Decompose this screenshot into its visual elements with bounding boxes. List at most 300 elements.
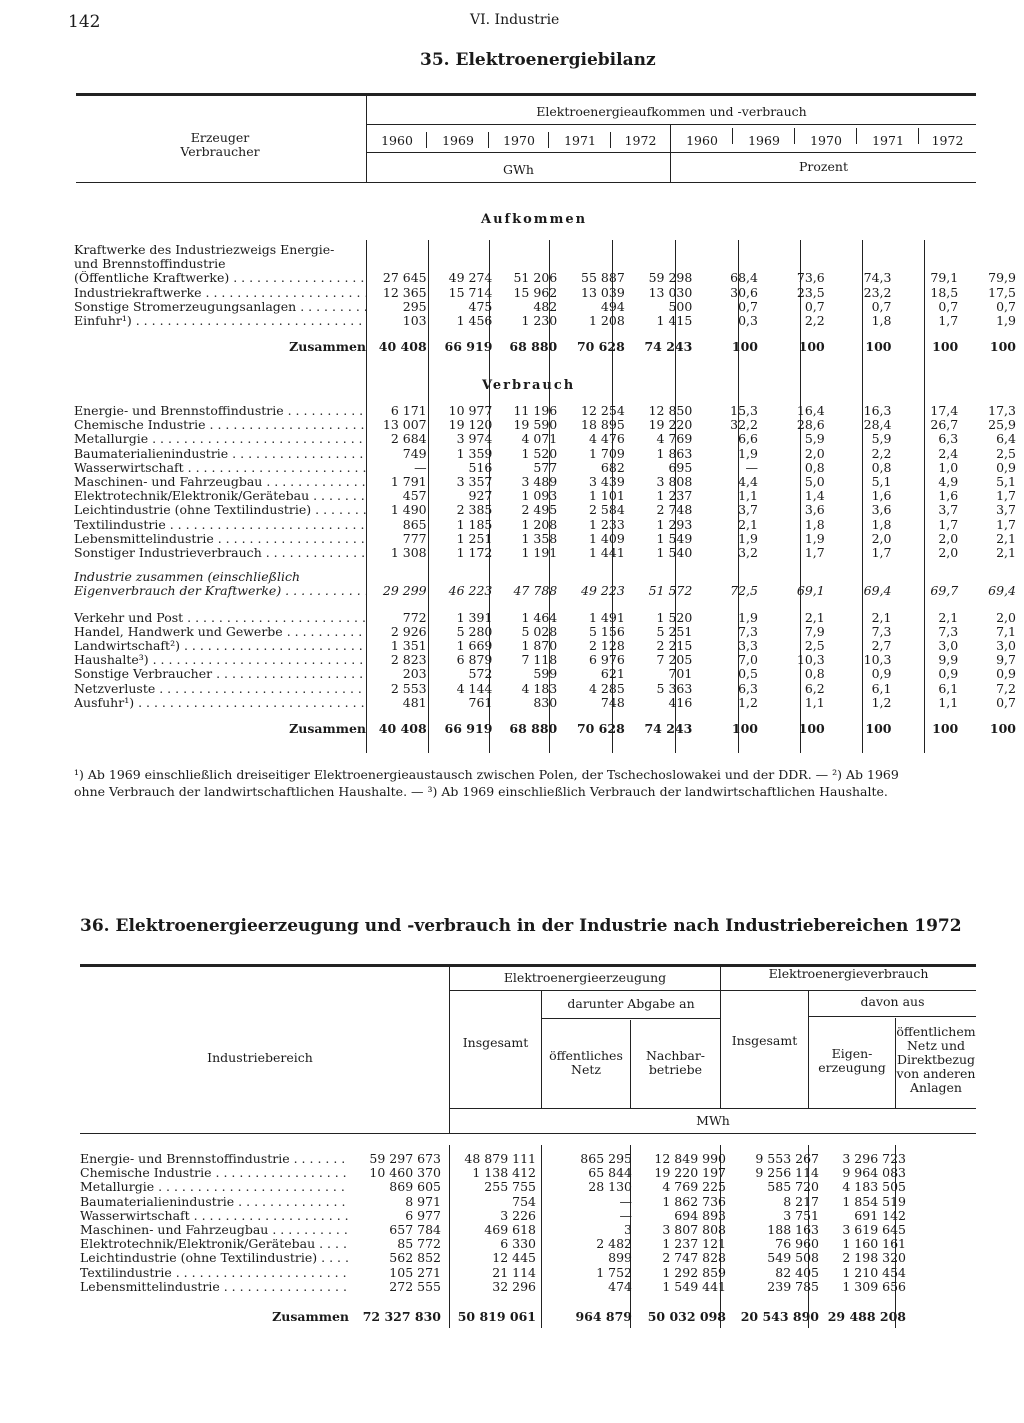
t36-header-direkt-4: von anderen	[896, 1066, 976, 1081]
cell-value: 2,0	[938, 545, 959, 561]
row-label: Chemische Industrie . . .	[80, 1166, 349, 1180]
cell-value: 1 358	[521, 530, 558, 546]
table-row	[80, 1266, 912, 1280]
cell-value	[433, 243, 499, 257]
cell-value: 5,0	[804, 474, 825, 490]
cell-value: 239 785	[767, 1278, 819, 1294]
cell-value: 754	[512, 1193, 536, 1209]
table-row	[80, 1152, 912, 1166]
footnote-line-2: ohne Verbrauch der landwirtschaftlichen Haushalte. — ³) Ab 1969 einschließlich Verbrauch der landwirtschaftlichen Haushalte.	[74, 784, 888, 799]
cell-value: 2 926	[390, 623, 427, 639]
table-row	[80, 1223, 912, 1237]
table-row	[74, 682, 1024, 696]
cell-value: 3,0	[938, 638, 959, 654]
cell-value: 4 183 505	[842, 1179, 906, 1195]
cell-value: 1 854 519	[842, 1193, 906, 1209]
t36-header-davon: davon aus	[860, 994, 925, 1009]
cell-value: 100	[932, 720, 959, 736]
table-row	[80, 1180, 912, 1194]
cell-value: 549 508	[767, 1250, 819, 1266]
cell-value: 3,7	[738, 502, 758, 518]
cell-value: 1 191	[521, 545, 558, 561]
cell-value: 865	[402, 516, 427, 532]
cell-value	[366, 257, 433, 271]
row-label: Lebensmittelindustrie . . .	[74, 532, 366, 546]
row-label: Elektrotechnik/Elektronik/Gerätebau . . .	[80, 1237, 349, 1251]
cell-value: 474	[608, 1278, 632, 1294]
cell-value: 657 784	[389, 1222, 441, 1238]
cell-value	[966, 243, 1024, 257]
cell-value: 30,6	[730, 284, 758, 300]
row-label: Wasserwirtschaft . . .	[80, 1209, 349, 1223]
cell-value: 0,8	[804, 459, 825, 475]
row-label: Leichtindustrie (ohne Textilindustrie) . . .	[74, 503, 366, 517]
cell-value: 1 208	[588, 313, 625, 329]
cell-value: 12 254	[581, 403, 625, 418]
cell-value: 51 572	[648, 583, 693, 599]
t36-header-direkt-3: Direktbezug	[896, 1052, 976, 1067]
row-label: Industriekraftwerke . . .	[74, 286, 366, 300]
cell-value: 1 101	[588, 488, 625, 504]
cell-value: 481	[402, 694, 427, 710]
cell-value: 4 071	[521, 431, 558, 447]
cell-value: 4,9	[938, 474, 959, 490]
cell-value: 1,7	[804, 545, 825, 561]
table-row	[80, 1166, 912, 1180]
cell-value: 10 460 370	[369, 1165, 441, 1181]
cell-value: 6 976	[588, 652, 625, 668]
cell-value: 4 285	[588, 680, 625, 696]
row-label: Eigenverbrauch der Kraftwerke) . . .	[74, 584, 366, 598]
cell-value	[766, 257, 833, 271]
row-label: Sonstiger Industrieverbrauch . . .	[74, 546, 366, 560]
cell-value: 1 233	[588, 516, 625, 532]
row-label: Maschinen- und Fahrzeugbau . . .	[74, 475, 366, 489]
cell-value: 7,0	[738, 652, 758, 668]
t35-verbrauch-table	[74, 404, 1024, 736]
cell-value: 1,1	[804, 694, 825, 710]
cell-value: 3,6	[804, 502, 825, 518]
cell-value: 4 769	[656, 431, 693, 447]
table-row	[74, 461, 1024, 475]
cell-value: 1,9	[738, 609, 758, 625]
cell-value: 76 960	[775, 1236, 819, 1252]
cell-value: 1,9	[738, 445, 758, 461]
cell-value: 28,4	[863, 417, 892, 433]
cell-value: 1 441	[588, 545, 625, 561]
cell-value: 5 251	[656, 623, 693, 639]
cell-value: 2,1	[996, 545, 1016, 561]
row-label: Baumaterialienindustrie . . .	[80, 1195, 349, 1209]
cell-value: 1 359	[456, 445, 493, 461]
cell-value: 2,0	[996, 609, 1016, 625]
cell-value: 1,7	[996, 488, 1016, 504]
cell-value: 1 549 441	[662, 1278, 726, 1294]
cell-value: 9,7	[996, 652, 1016, 668]
t35-year-abs-1971: 1971	[564, 133, 596, 148]
cell-value: 100	[989, 339, 1016, 355]
cell-value: 3,3	[738, 638, 758, 654]
t35-aufkommen-table	[74, 243, 1024, 354]
cell-value: 1 863	[656, 445, 693, 461]
t35-year-sep	[548, 132, 549, 148]
cell-value: 13 030	[648, 284, 693, 300]
t36-header-insgesamt: Insgesamt	[462, 1035, 529, 1050]
t35-year-abs-1970: 1970	[503, 133, 535, 148]
row-label: Metallurgie . . .	[80, 1180, 349, 1194]
cell-value: 17,5	[988, 284, 1016, 300]
cell-value: 2 584	[588, 502, 625, 518]
cell-value: 1 549	[656, 530, 693, 546]
t35-year-pct-1972: 1972	[931, 133, 964, 148]
cell-value: 0,7	[996, 694, 1016, 710]
table-row	[80, 1237, 912, 1251]
cell-value: 5,1	[871, 474, 892, 490]
cell-value: 695	[668, 459, 693, 475]
cell-value: 100	[731, 720, 758, 736]
cell-value: 55 887	[581, 270, 625, 286]
cell-value: 3,2	[738, 545, 758, 561]
cell-value: 3 226	[500, 1207, 536, 1223]
cell-value: 6,6	[738, 431, 758, 447]
cell-value: 0,7	[804, 298, 825, 314]
cell-value: 100	[932, 339, 959, 355]
t35-year-pct-1960: 1960	[686, 133, 718, 148]
cell-value: 74,3	[863, 270, 892, 286]
row-label: Energie- und Brennstoffindustrie . . .	[74, 404, 366, 418]
cell-value: 1 292 859	[662, 1264, 726, 1280]
cell-value: 1 464	[521, 609, 558, 625]
cell-value: 869 605	[389, 1179, 441, 1195]
cell-value: 1 491	[588, 609, 625, 625]
cell-value: 475	[468, 298, 493, 314]
t35-year-sep	[918, 128, 919, 144]
table-row	[74, 532, 1024, 546]
row-label: Netzverluste . . .	[74, 682, 366, 696]
cell-value: 8 217	[783, 1193, 819, 1209]
cell-value: 1 208	[521, 516, 558, 532]
t36-header-direkt-5: Anlagen	[910, 1080, 962, 1095]
cell-value: 6 171	[390, 403, 427, 418]
t36-header-insgesamt-2: Insgesamt	[731, 1033, 798, 1048]
t36-header-direkt-2: Netz und	[906, 1038, 966, 1053]
cell-value: 7,1	[996, 623, 1016, 639]
cell-value: 830	[533, 694, 558, 710]
cell-value: 1 520	[656, 609, 693, 625]
table-row	[74, 257, 1024, 271]
cell-value: 74 243	[644, 720, 693, 736]
cell-value: 23,5	[796, 284, 825, 300]
t36-unit: MWh	[696, 1113, 730, 1128]
cell-value: 1,2	[871, 694, 892, 710]
row-label: Metallurgie . . .	[74, 432, 366, 446]
cell-value: 7,3	[871, 623, 892, 639]
cell-value: 12 849 990	[654, 1151, 726, 1166]
cell-value: 0,7	[996, 298, 1016, 314]
row-label: Sonstige Verbraucher . . .	[74, 667, 366, 681]
table-36-title: 36. Elektroenergieerzeugung und -verbrauch in der Industrie nach Industriebereichen 1972	[80, 916, 962, 936]
table-row	[74, 243, 1024, 257]
t36-header-oeff-netz-1: öffentliches	[549, 1048, 623, 1063]
cell-value: 2,2	[804, 313, 825, 329]
cell-value: 1 870	[521, 638, 558, 654]
footnote-line-1: ¹) Ab 1969 einschließlich dreiseitiger Elektroenergieaustausch zwischen Polen, der Tschechoslowakei und der DDR. — ²) Ab 1969	[74, 767, 899, 782]
t36-table	[80, 1152, 912, 1324]
cell-value: 100	[865, 720, 892, 736]
row-label: Baumaterialienindustrie . . .	[74, 447, 366, 461]
cell-value: 15 962	[513, 284, 558, 300]
cell-value: 748	[600, 694, 625, 710]
cell-value: 70 628	[576, 720, 625, 736]
table-row	[74, 404, 1024, 418]
cell-value: 1,4	[804, 488, 825, 504]
cell-value	[498, 243, 563, 257]
cell-value: 5 363	[656, 680, 693, 696]
total-row	[74, 710, 1024, 736]
cell-value: 4 769 225	[662, 1179, 726, 1195]
cell-value: 5 028	[521, 623, 558, 639]
cell-value: 15 714	[448, 284, 493, 300]
cell-value: 621	[600, 666, 625, 682]
cell-value: 1,6	[938, 488, 959, 504]
table-35-title: 35. Elektroenergiebilanz	[420, 50, 656, 70]
cell-value: 40 408	[378, 339, 427, 355]
table-row	[74, 546, 1024, 560]
page-number: 142	[68, 12, 101, 32]
cell-value: 1 391	[456, 609, 493, 625]
cell-value: 13 039	[581, 284, 625, 300]
cell-value: 79,1	[930, 270, 959, 286]
cell-value: 1 540	[656, 545, 693, 561]
t36-row-label: Industriebereich	[207, 1050, 313, 1065]
table-row	[80, 1195, 912, 1209]
cell-value: 100	[798, 339, 825, 355]
cell-value: 100	[989, 720, 1016, 736]
cell-value: 0,8	[804, 666, 825, 682]
cell-value: 7,9	[804, 623, 825, 639]
table-row	[74, 286, 1024, 300]
cell-value: 105 271	[389, 1264, 441, 1280]
cell-value: 2 482	[596, 1236, 632, 1252]
table-row	[74, 271, 1024, 285]
cell-value: 0,7	[938, 298, 959, 314]
total-row	[74, 328, 1024, 354]
row-label: Kraftwerke des Industriezweigs Energie-	[74, 243, 335, 257]
cell-value: 29 488 208	[827, 1308, 906, 1324]
row-label: Einfuhr¹) . . .	[74, 314, 366, 328]
t36-header-bottom-rule	[80, 1133, 976, 1134]
cell-value: 1 309 656	[842, 1278, 906, 1294]
cell-value: 701	[668, 666, 693, 682]
cell-value: 516	[468, 459, 493, 475]
cell-value: 8 971	[405, 1193, 441, 1209]
cell-value: 16,4	[796, 403, 825, 418]
cell-value: 457	[402, 488, 427, 504]
cell-value: 7,2	[996, 680, 1016, 696]
row-label: Leichtindustrie (ohne Textilindustrie) . . .	[80, 1251, 349, 1265]
cell-value: 28 130	[588, 1179, 632, 1195]
row-label: Sonstige Stromerzeugungsanlagen . . .	[74, 300, 366, 314]
cell-value	[966, 257, 1024, 271]
cell-value: 2,1	[804, 609, 825, 625]
cell-value: 17,3	[988, 403, 1016, 418]
t36-rule	[450, 990, 976, 991]
cell-value: 2,1	[738, 516, 758, 532]
row-label: Haushalte³) . . .	[74, 653, 366, 667]
cell-value: 927	[468, 488, 493, 504]
table-row	[80, 1280, 912, 1294]
cell-value: 5,9	[871, 431, 892, 447]
cell-value: 577	[533, 459, 558, 475]
cell-value: 16,3	[863, 403, 892, 418]
t36-header-direkt-1: öffentlichem	[896, 1024, 976, 1039]
cell-value: 4,4	[738, 474, 758, 490]
cell-value: 2,5	[996, 445, 1016, 461]
table-row	[74, 503, 1024, 517]
cell-value: 6,1	[938, 680, 959, 696]
cell-value: 3,6	[871, 502, 892, 518]
cell-value: 32 296	[492, 1278, 536, 1294]
cell-value: 3 489	[521, 474, 558, 490]
cell-value: 1 237 121	[662, 1236, 726, 1252]
cell-value: 1 293	[656, 516, 693, 532]
cell-value: 188 163	[767, 1222, 819, 1238]
industry-total-row	[74, 584, 1024, 598]
cell-value: 7 118	[521, 652, 558, 668]
cell-value: 3 974	[456, 431, 493, 447]
cell-value: 761	[468, 694, 493, 710]
table-row	[74, 418, 1024, 432]
cell-value: 9 964 083	[842, 1165, 906, 1181]
row-label: Elektrotechnik/Elektronik/Gerätebau . . .	[74, 489, 366, 503]
cell-value: 203	[402, 666, 427, 682]
t35-unit-abs: GWh	[503, 162, 534, 177]
cell-value: 49 223	[581, 583, 625, 599]
cell-value: 2,0	[804, 445, 825, 461]
chapter-title: VI. Industrie	[470, 12, 560, 28]
cell-value: 416	[668, 694, 693, 710]
t35-year-pct-1970: 1970	[810, 133, 842, 148]
cell-value: 6,2	[804, 680, 825, 696]
cell-value: 68 880	[509, 720, 558, 736]
cell-value: 6,1	[871, 680, 892, 696]
cell-value	[563, 257, 631, 271]
cell-value: 2,1	[871, 609, 892, 625]
cell-value: 0,5	[738, 666, 758, 682]
t35-section-verbrauch: Verbrauch	[482, 378, 576, 393]
row-label: Verkehr und Post . . .	[74, 611, 366, 625]
cell-value: 59 298	[648, 270, 693, 286]
cell-value	[766, 243, 833, 257]
cell-value: 5 156	[588, 623, 625, 639]
cell-value: 599	[533, 666, 558, 682]
cell-value: 585 720	[767, 1179, 819, 1195]
cell-value: 19 590	[513, 417, 558, 433]
cell-value: 4 183	[521, 680, 558, 696]
cell-value: 3 439	[588, 474, 625, 490]
cell-value	[899, 243, 966, 257]
t35-group-header: Elektroenergieaufkommen und -verbrauch	[536, 104, 807, 119]
cell-value: 3 808	[656, 474, 693, 490]
cell-value: 1 160 161	[842, 1236, 906, 1252]
cell-value: 5,9	[804, 431, 825, 447]
cell-value: 1,7	[871, 545, 892, 561]
cell-value: 964 879	[575, 1308, 632, 1324]
cell-value	[563, 243, 631, 257]
cell-value: 1 669	[456, 638, 493, 654]
row-label: Textilindustrie . . .	[74, 518, 366, 532]
total-row	[80, 1294, 912, 1324]
cell-value: 0,7	[738, 298, 758, 314]
cell-value: 2 385	[456, 502, 493, 518]
row-label: Zusammen	[289, 339, 366, 355]
table-row	[74, 611, 1024, 625]
cell-value: 1,8	[871, 516, 892, 532]
cell-value: 6 977	[405, 1207, 441, 1223]
cell-value: 2,2	[871, 445, 892, 461]
cell-value: 1,7	[938, 516, 959, 532]
cell-value: 12 365	[382, 284, 427, 300]
cell-value: 694 893	[674, 1207, 726, 1223]
cell-value: 1 172	[456, 545, 493, 561]
t36-header-eigen-2: erzeugung	[818, 1060, 886, 1075]
cell-value	[631, 257, 699, 271]
t35-year-pct-1971: 1971	[872, 133, 904, 148]
cell-value: 1 490	[390, 502, 427, 518]
cell-value: 1 230	[521, 313, 558, 329]
cell-value: 18 895	[581, 417, 625, 433]
cell-value: 2 215	[656, 638, 693, 654]
table-row	[74, 518, 1024, 532]
cell-value: 1 520	[521, 445, 558, 461]
cell-value: 3 296 723	[842, 1151, 906, 1166]
cell-value: 2,1	[938, 609, 959, 625]
cell-value: 19 220 197	[654, 1165, 726, 1181]
cell-value: 772	[402, 609, 427, 625]
cell-value: 6,3	[738, 680, 758, 696]
cell-value: 3	[624, 1222, 632, 1238]
cell-value: 10 977	[448, 403, 493, 418]
t35-year-sep	[488, 132, 489, 148]
cell-value: 48 879 111	[464, 1151, 536, 1166]
cell-value: 50 032 098	[647, 1308, 726, 1324]
row-label: Zusammen	[289, 720, 366, 736]
cell-value: 21 114	[492, 1264, 536, 1280]
cell-value: 23,2	[863, 284, 892, 300]
t35-footnotes	[74, 766, 974, 800]
cell-value: 494	[600, 298, 625, 314]
t35-header-bottom-rule	[76, 182, 976, 183]
row-label: (Öffentliche Kraftwerke) . . .	[74, 271, 366, 285]
cell-value: —	[414, 459, 427, 475]
cell-value: 12 445	[492, 1250, 536, 1266]
cell-value: 0,3	[738, 313, 758, 329]
cell-value: 1,1	[738, 488, 758, 504]
cell-value: 10,3	[796, 652, 825, 668]
table-row	[74, 300, 1024, 314]
cell-value: 103	[402, 313, 427, 329]
cell-value: 1,7	[938, 313, 959, 329]
cell-value: 1 862 736	[662, 1193, 726, 1209]
cell-value: 5 280	[456, 623, 493, 639]
cell-value: 1,7	[996, 516, 1016, 532]
table-row	[74, 475, 1024, 489]
cell-value: 69,4	[863, 583, 892, 599]
cell-value: 2 553	[390, 680, 427, 696]
cell-value: 2,7	[871, 638, 892, 654]
t35-unit-pct: Prozent	[799, 159, 848, 174]
cell-value: 1,9	[738, 530, 758, 546]
